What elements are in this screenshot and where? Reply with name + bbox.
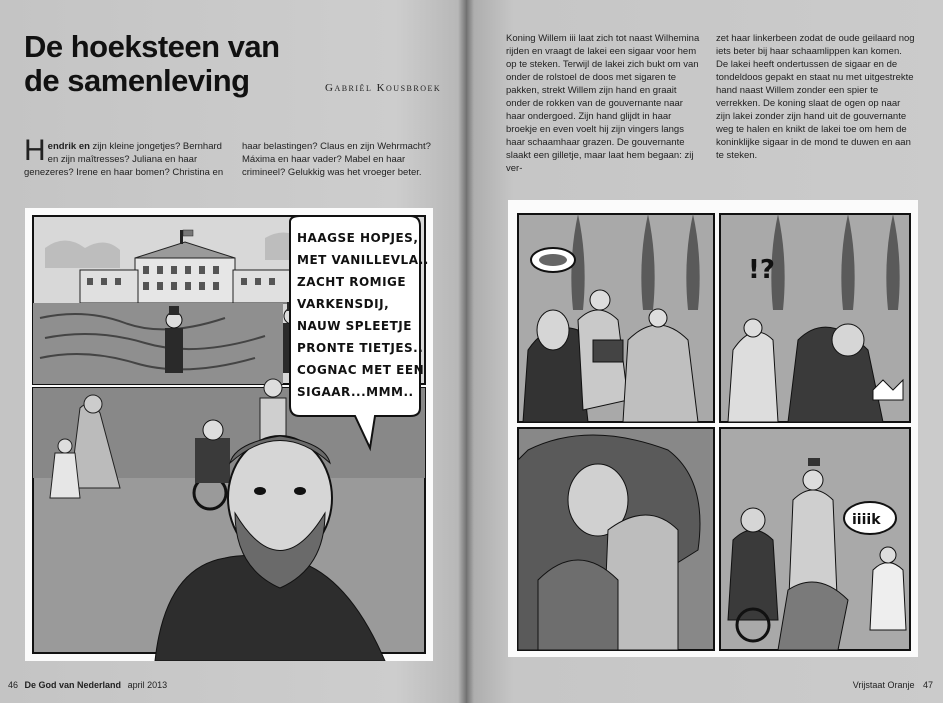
comic-palace-scene bbox=[25, 208, 433, 661]
publication-name: De God van Nederland bbox=[24, 680, 122, 690]
intro-lead: endrik en bbox=[47, 141, 90, 152]
page-number: 46 bbox=[8, 680, 19, 690]
drop-cap: H bbox=[24, 134, 46, 167]
author-name: Gabriël Kousbroek bbox=[325, 82, 442, 94]
page-number: 47 bbox=[922, 680, 933, 690]
speech-line: MET VANILLEVLA.. bbox=[297, 253, 429, 267]
speech-line: PRONTE TIETJES.. bbox=[297, 341, 424, 355]
speech-line: NAUW SPLEETJE bbox=[297, 319, 412, 333]
left-footer bbox=[8, 680, 167, 690]
speech-line: HAAGSE HOPJES, bbox=[297, 231, 419, 245]
speech-line: ZACHT ROMIGE bbox=[297, 275, 407, 289]
left-comic-illustration bbox=[25, 208, 433, 661]
body-column-1: Koning Willem iii laat zich tot naast Wilhemina rijden en vraagt de lakei een sigaar voor hem op te steken. Terwijl de lakei zich bukt om van onder de rolstoel de doos met sigaren te pakken, strekt Willem zijn hand en graait onder de rokken van de gouvernante naar haar ondergoed. Zijn hand glijdt in haar broekje en even voelt hij zijn vingers langs haar schaamhaar grazen. De gouvernante slaakt een gilletje, maar laat hem begaan: zij ver- bbox=[506, 33, 700, 174]
speech-line: COGNAC MET EEN bbox=[297, 363, 425, 377]
issue-date: april 2013 bbox=[127, 680, 168, 690]
page-gutter bbox=[458, 0, 474, 703]
comic-four-panels bbox=[508, 200, 918, 657]
right-comic-illustration bbox=[508, 200, 918, 657]
speech-line: SIGAAR...MMM.. bbox=[297, 385, 414, 399]
panel-exclamation: !? bbox=[748, 255, 775, 285]
panel-scream: iiiik bbox=[852, 512, 881, 528]
intro-body: zijn kleine jongetjes? Bernhard en zijn maîtresses? Juliana en haar genezeres? Irene en haar bomen? Christina en haar belastingen? Claus en zijn Wehrmacht? Máxima en haar vader? Mabel en haar crimineel? Gelukkig was het vroeger beter. bbox=[24, 141, 431, 178]
body-column-2: zet haar linkerbeen zodat de oude geilaard nog iets beter bij haar schaamlippen kan komen. De lakei heeft ondertussen de sigaar en de tondeldoos gepakt en staat nu met uitgestrekte hand naast Willem zonder een spier te verrekken. De koning slaat de ogen op naar zijn lakei zonder zijn hand uit de gouvernante weg te halen en knikt de lakei toe om hem de koninklijke sigaar in de mond te duwen en aan te steken. bbox=[716, 33, 915, 161]
left-page bbox=[0, 0, 466, 703]
section-name: Vrijstaat Oranje bbox=[852, 680, 915, 690]
article-title: De hoeksteen van de samenleving bbox=[24, 29, 280, 98]
intro-text bbox=[24, 134, 444, 179]
speech-line: VARKENSDIJ, bbox=[297, 297, 390, 311]
right-footer bbox=[853, 680, 933, 690]
